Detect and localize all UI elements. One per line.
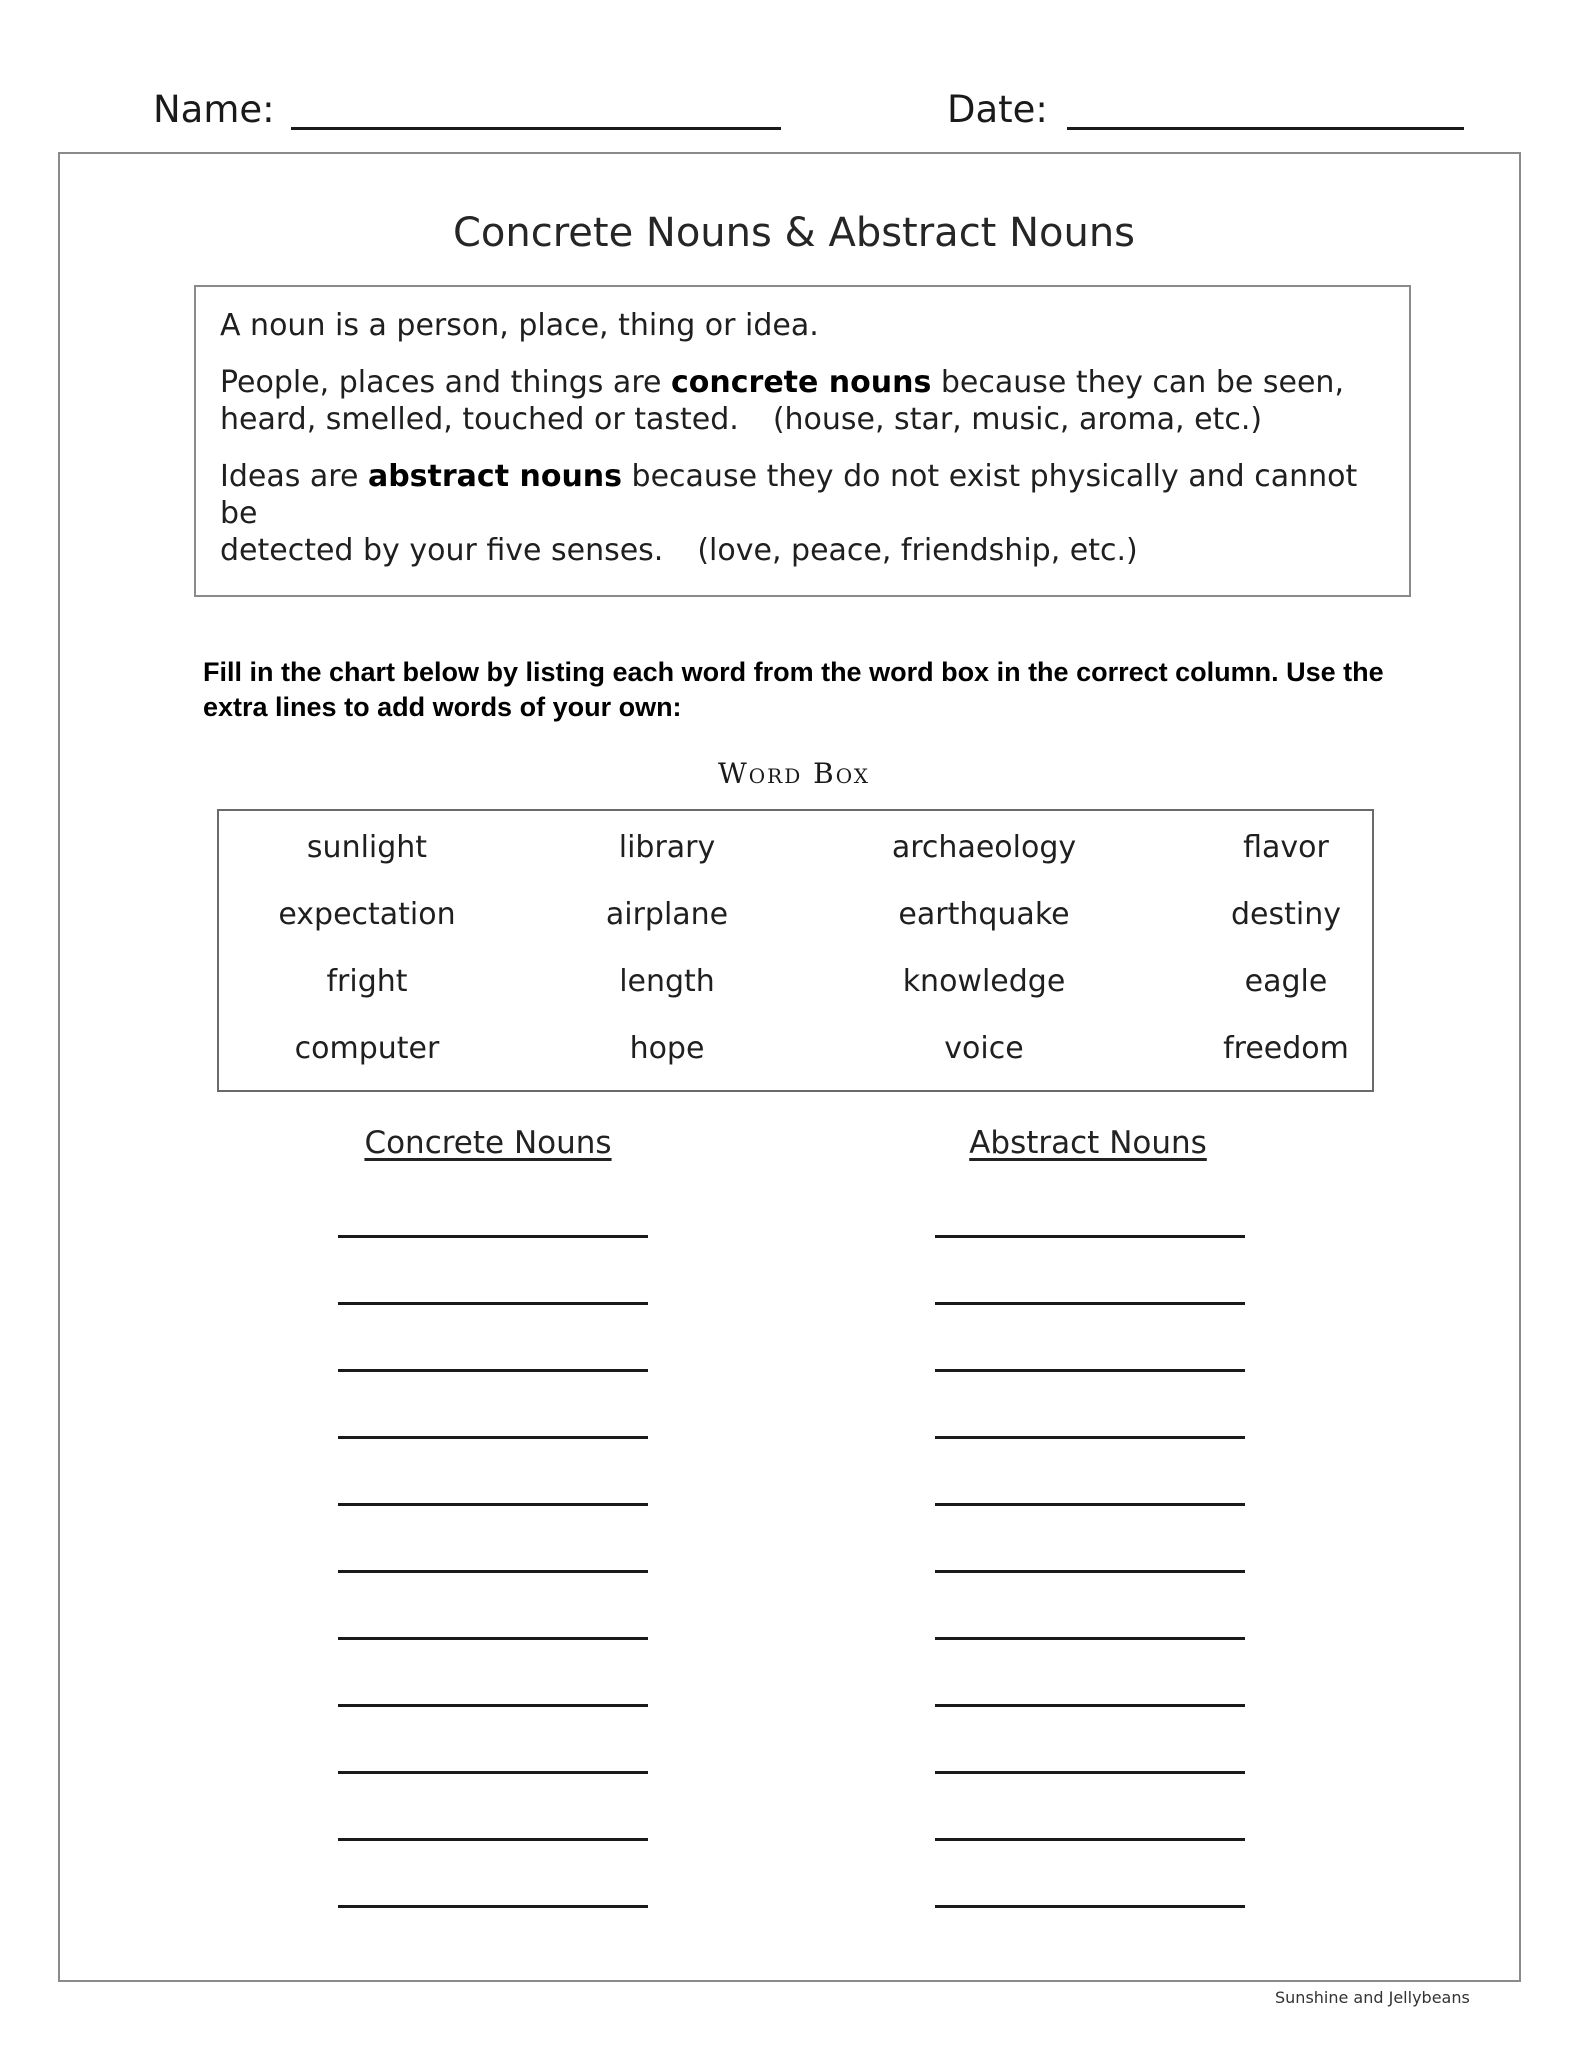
concrete-answer-line[interactable] [338, 1704, 648, 1707]
word-box-title: Word Box [717, 757, 871, 790]
word-item: voice [944, 1031, 1024, 1066]
word-item: sunlight [306, 830, 428, 865]
abstract-answer-line[interactable] [935, 1570, 1245, 1573]
abstract-answer-line[interactable] [935, 1235, 1245, 1238]
concrete-answer-line[interactable] [338, 1436, 648, 1439]
noun-definition: A noun is a person, place, thing or idea. [220, 308, 819, 343]
concrete-answer-line[interactable] [338, 1905, 648, 1908]
definition-box [194, 285, 1411, 597]
date-field-line[interactable] [1067, 127, 1464, 130]
concrete-answer-line[interactable] [338, 1771, 648, 1774]
word-item: expectation [278, 897, 456, 932]
name-label: Name: [153, 88, 275, 131]
word-box [217, 809, 1374, 1092]
concrete-answer-line[interactable] [338, 1838, 648, 1841]
concrete-nouns-heading: Concrete Nouns [364, 1125, 612, 1161]
word-item: destiny [1231, 897, 1341, 932]
word-item: knowledge [902, 964, 1066, 999]
abstract-answer-line[interactable] [935, 1369, 1245, 1372]
word-item: freedom [1223, 1031, 1349, 1066]
concrete-answer-line[interactable] [338, 1235, 648, 1238]
credit-text: Sunshine and Jellybeans [1275, 1988, 1470, 2007]
word-item: library [618, 830, 716, 865]
word-item: eagle [1244, 964, 1328, 999]
instructions: Fill in the chart below by listing each word from the word box in the correct column. Use the extra lines to add words of your own: [203, 657, 1384, 722]
abstract-answer-line[interactable] [935, 1838, 1245, 1841]
word-item: fright [326, 964, 408, 999]
concrete-answer-line[interactable] [338, 1570, 648, 1573]
abstract-nouns-heading: Abstract Nouns [969, 1125, 1207, 1161]
abstract-answer-line[interactable] [935, 1704, 1245, 1707]
abstract-answer-line[interactable] [935, 1637, 1245, 1640]
abstract-definition: Ideas are abstract nouns because they do not exist physically and cannot be detected by your five senses. (love, peace, friendship, etc.) [220, 459, 1358, 568]
word-item: airplane [605, 897, 729, 932]
word-item: length [619, 964, 715, 999]
abstract-answer-line[interactable] [935, 1771, 1245, 1774]
abstract-answer-line[interactable] [935, 1302, 1245, 1305]
concrete-answer-line[interactable] [338, 1503, 648, 1506]
word-item: archaeology [891, 830, 1077, 865]
concrete-answer-line[interactable] [338, 1369, 648, 1372]
abstract-answer-line[interactable] [935, 1905, 1245, 1908]
concrete-definition: People, places and things are concrete nouns because they can be seen, heard, smelled, touched or tasted. (house, star, music, aroma, etc.) [220, 365, 1344, 437]
word-item: hope [629, 1031, 705, 1066]
abstract-answer-line[interactable] [935, 1436, 1245, 1439]
name-field-line[interactable] [291, 127, 781, 130]
page-title: Concrete Nouns & Abstract Nouns [452, 210, 1136, 256]
abstract-answer-line[interactable] [935, 1503, 1245, 1506]
concrete-answer-line[interactable] [338, 1302, 648, 1305]
date-label: Date: [947, 88, 1048, 131]
concrete-answer-line[interactable] [338, 1637, 648, 1640]
word-item: computer [294, 1031, 440, 1066]
word-item: earthquake [898, 897, 1070, 932]
word-item: flavor [1243, 830, 1329, 865]
